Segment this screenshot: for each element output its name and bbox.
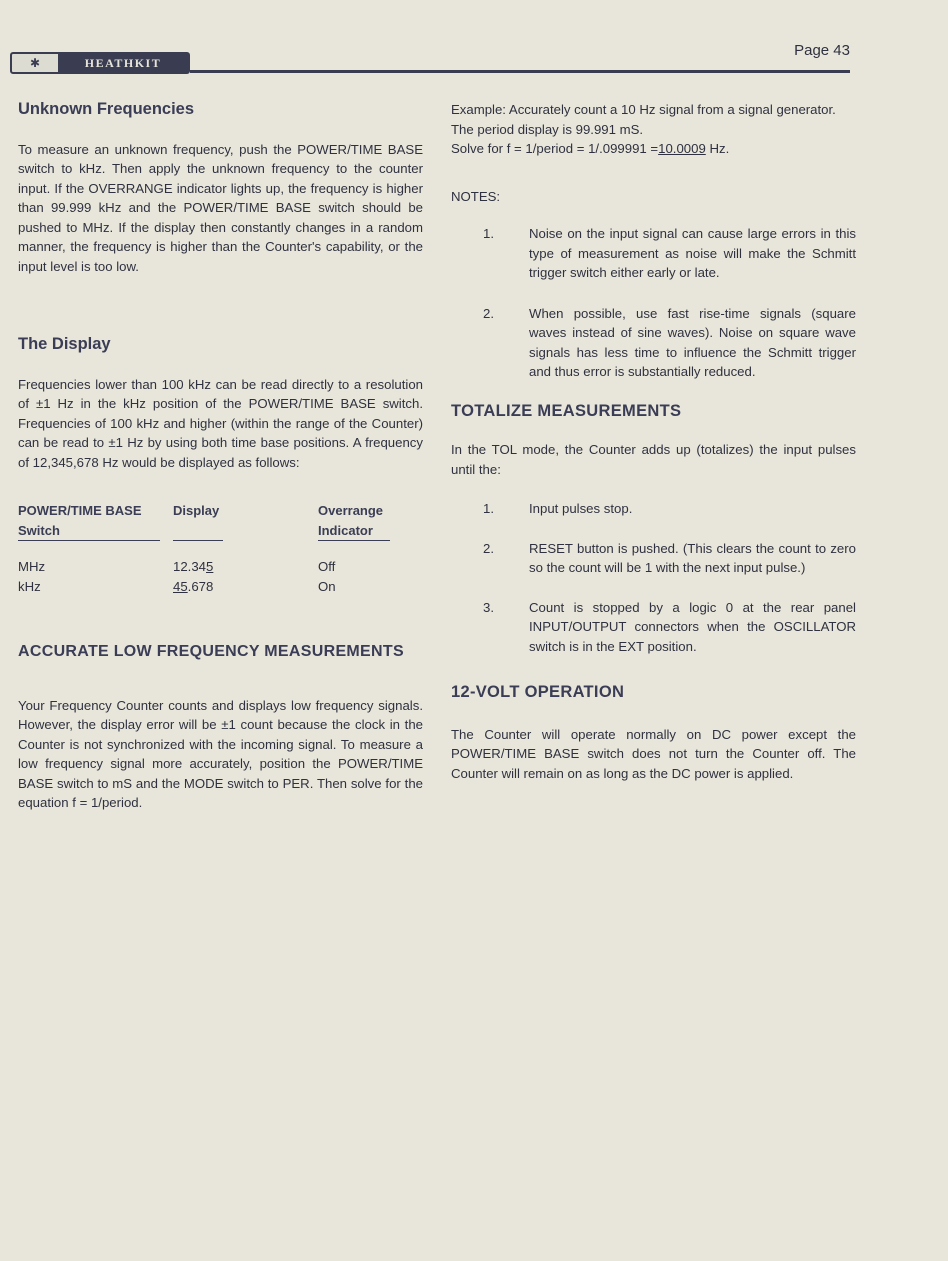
display-table xyxy=(18,501,393,596)
notes-heading: NOTES: xyxy=(451,188,501,204)
page-number: Page 43 xyxy=(794,42,850,59)
header-indicator: Overrange Indicator xyxy=(318,501,393,541)
left-column xyxy=(18,100,423,813)
table-row xyxy=(18,541,393,577)
right-column xyxy=(451,100,856,783)
unknown-frequencies-body: To measure an unknown frequency, push the POWER/TIME BASE switch to kHz. Then apply the unknown frequency to the counter input. If the OVERRANGE indicator lights up, the frequency is higher than 99.999 kHz and the POWER/TIME BASE switch should be pushed to MHz. If the display then constantly changes in a random manner, the frequency is higher than the Counter's capability, or the input level is too low. xyxy=(18,141,423,274)
row-display: 45.678 xyxy=(173,578,214,594)
heathkit-logo xyxy=(10,52,190,74)
example-line-3: Solve for f = 1/period = 1/.099991 =10.0009 Hz. xyxy=(451,141,730,156)
list-item: 1. Noise on the input signal can cause large errors in this type of measurement as noise will make the Schmitt trigger switch either early or late. xyxy=(483,226,856,280)
list-item: 1. Input pulses stop. xyxy=(483,501,633,516)
row-switch: kHz xyxy=(18,578,41,594)
header-display: Display xyxy=(173,501,318,541)
page-header xyxy=(10,42,850,76)
totalize-intro: In the TOL mode, the Counter adds up (totalizes) the input pulses until the: xyxy=(451,442,856,477)
accurate-heading: ACCURATE LOW FREQUENCY MEASUREMENTS xyxy=(18,643,404,660)
twelve-volt-body: The Counter will operate normally on DC power except the POWER/TIME BASE switch does not turn the Counter off. The Counter will remain on as long as the DC power is applied. xyxy=(451,726,856,781)
example-line-1: Example: Accurately count a 10 Hz signal from a signal generator. xyxy=(451,102,836,117)
row-indicator: On xyxy=(318,578,336,594)
table-row xyxy=(18,577,393,597)
table-header-row xyxy=(18,501,393,541)
row-switch: MHz xyxy=(18,559,46,574)
list-item: 2. RESET button is pushed. (This clears the count to zero so the count will be 1 with the next input pulse.) xyxy=(483,540,856,575)
logo-text: HEATHKIT xyxy=(58,54,188,72)
row-indicator: Off xyxy=(318,559,336,574)
unknown-frequencies-heading: Unknown Frequencies xyxy=(18,100,195,118)
twelve-volt-heading: 12-VOLT OPERATION xyxy=(451,683,625,701)
display-body: Frequencies lower than 100 kHz can be read directly to a resolution of ±1 Hz in the kHz position of the POWER/TIME BASE switch. Frequencies of 100 kHz and higher (within the range of the Counter) can be read to ±1 Hz by using both time base positions. A frequency of 12,345,678 Hz would be displayed as follows: xyxy=(18,376,423,470)
display-heading: The Display xyxy=(18,335,111,353)
list-item: 2. When possible, use fast rise-time signals (square waves instead of sine waves). Noise on square wave signals has less time to influence the Schmitt trigger and thus error is substantially reduced. xyxy=(483,305,856,379)
example-line-2: The period display is 99.991 mS. xyxy=(451,121,644,137)
row-display: 12.345 xyxy=(173,559,214,574)
logo-emblem-icon: ✱ xyxy=(29,56,41,70)
totalize-heading: TOTALIZE MEASUREMENTS xyxy=(451,401,682,420)
header-switch: POWER/TIME BASE Switch xyxy=(18,501,173,541)
accurate-body: Your Frequency Counter counts and displays low frequency signals. However, the display error will be ±1 count because the clock in the Counter is not synchronized with the incoming signal. To measure a low frequency signal more accurately, position the POWER/TIME BASE switch to mS and the MODE switch to PER. Then solve for the equation f = 1/period. xyxy=(18,697,423,810)
list-item: 3. Count is stopped by a logic 0 at the rear panel INPUT/OUTPUT connectors when the OSCILLATOR switch is in the EXT position. xyxy=(483,599,856,654)
header-rule xyxy=(190,70,850,73)
